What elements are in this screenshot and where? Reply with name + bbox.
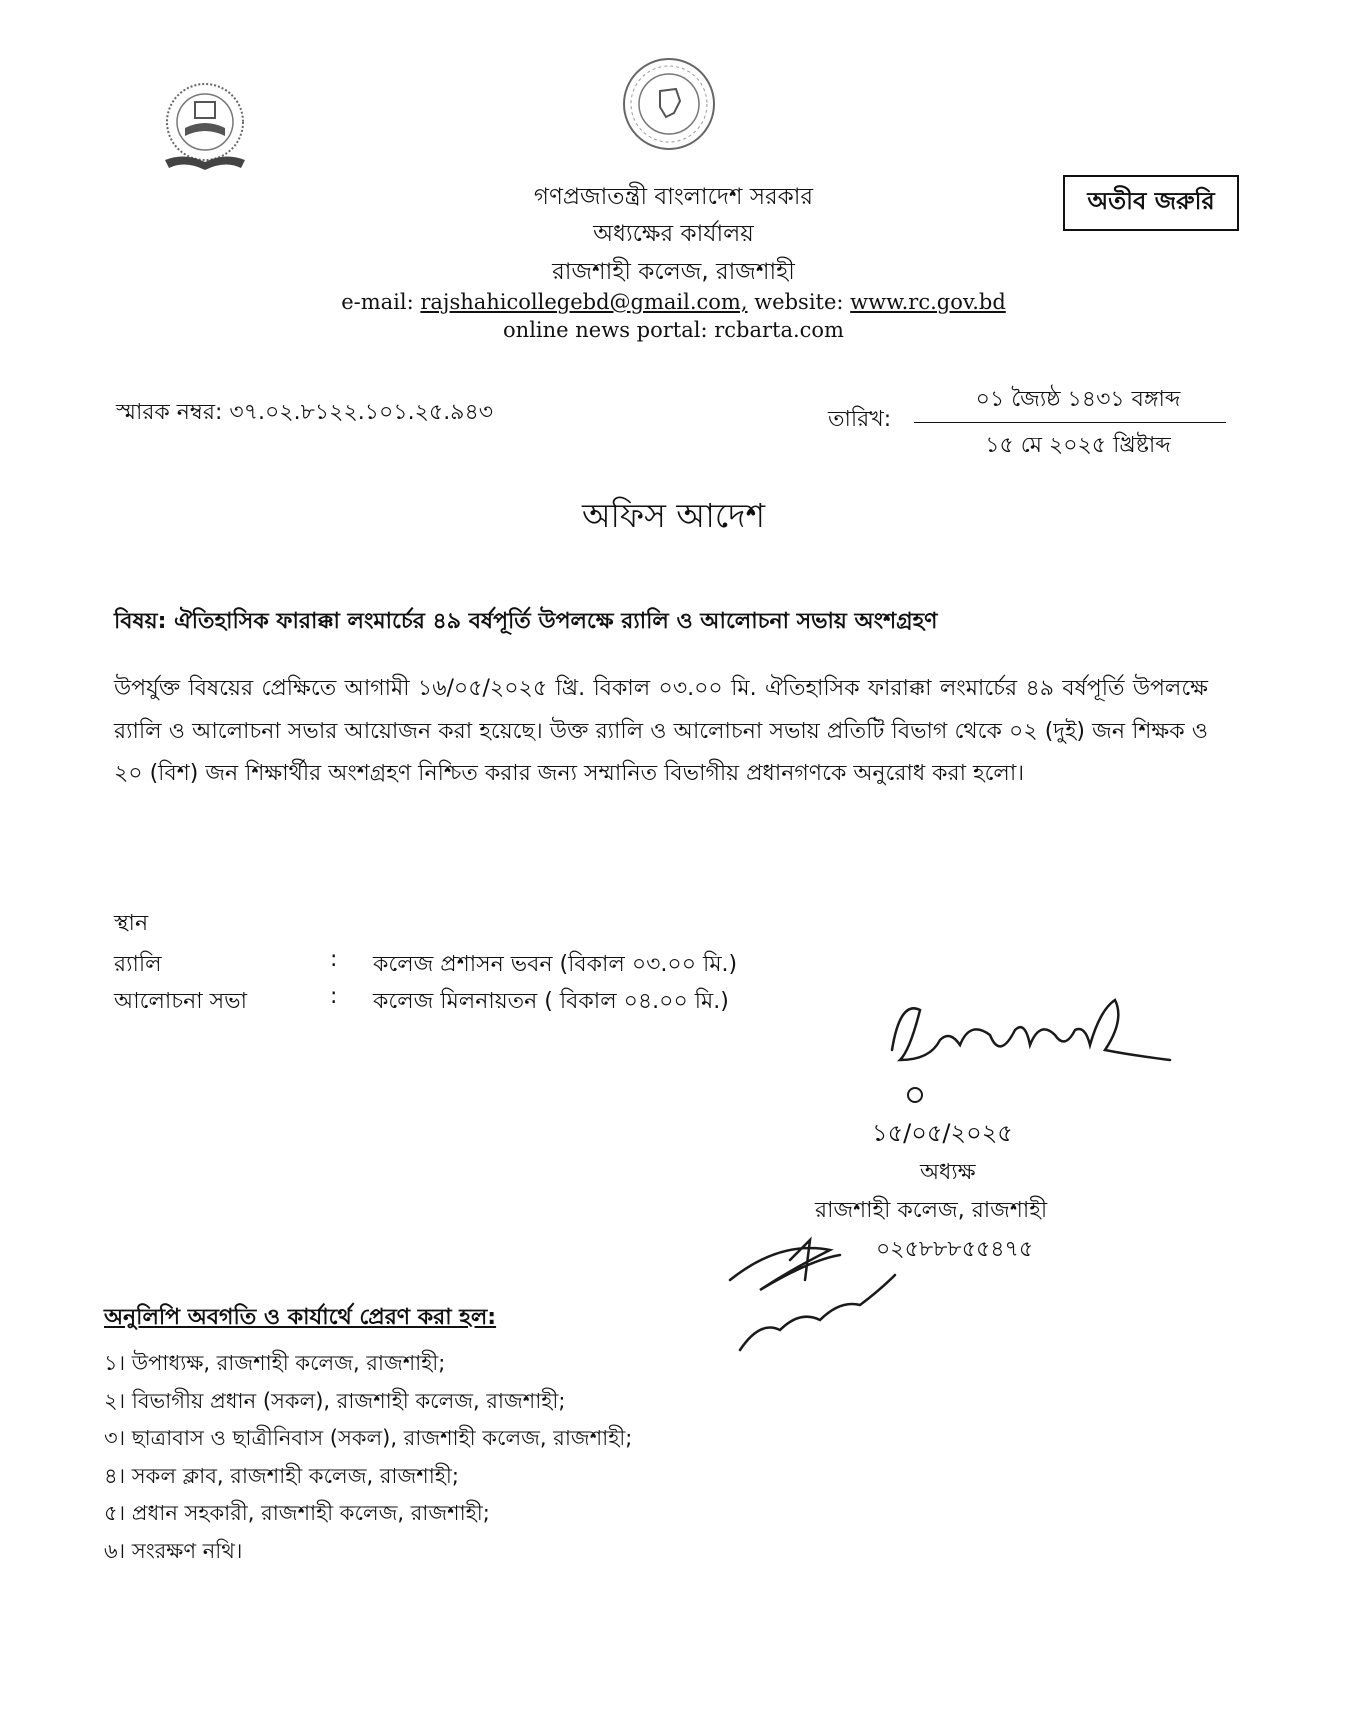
date-bangla: ০১ জ্যৈষ্ঠ ১৪৩১ বঙ্গাব্দ [975,387,1181,412]
email-link[interactable]: rajshahicollegebd@gmail.com, [420,290,748,314]
portal-label: online news portal: [503,318,708,342]
venue-heading: স্থান [114,911,149,936]
institution-name: রাজশাহী কলেজ, রাজশাহী [552,259,795,285]
portal-line [0,318,1347,342]
list-item: ১। উপাধ্যক্ষ, রাজশাহী কলেজ, রাজশাহী; [104,1351,446,1375]
venue-sep-discussion: : [330,984,338,1009]
signature-scribble-icon [880,990,1180,1110]
signatory-title: অধ্যক্ষ [920,1160,976,1185]
office-name: অধ্যক্ষের কার্যালয় [593,221,754,247]
memo-number: স্মারক নম্বর: ৩৭.০২.৮১২২.১০১.২৫.৯৪৩ [116,400,494,425]
venue-sep-rally: : [330,947,338,972]
government-seal-icon [620,55,718,153]
copies-list [104,1345,632,1570]
email-label: e-mail: [341,290,414,314]
signature-date: ১৫/০৫/২০২৫ [872,1119,1013,1147]
list-item: ৪। সকল ক্লাব, রাজশাহী কলেজ, রাজশাহী; [104,1463,459,1488]
list-item: ২। বিভাগীয় প্রধান (সকল), রাজশাহী কলেজ, রাজশাহী; [104,1388,566,1413]
urgent-label: অতীব জরুরি [1087,187,1215,215]
list-item: ৬। সংরক্ষণ নথি। [104,1538,243,1563]
website-label: website: [754,290,844,314]
venue-label-discussion: আলোচনা সভা [114,989,247,1014]
page-title: অফিস আদেশ [581,496,766,535]
date-gregorian: ১৫ মে ২০২৫ খ্রিষ্টাব্দ [985,433,1171,458]
contact-line [0,290,1347,314]
body-paragraph: উপর্যুক্ত বিষয়ের প্রেক্ষিতে আগামী ১৬/০৫/২০২৫ খ্রি. বিকাল ০৩.০০ মি. ঐতিহাসিক ফারাক্কা লংমার্চের ৪৯ বর্ষপূর্তি উপলক্ষে র‍্যালি ও আলোচনা সভার আয়োজন করা হয়েছে। উক্ত র‍্যালি ও আলোচনা সভায় প্রতিটি বিভাগ থেকে ০২ (দুই) জন শিক্ষক ও ২০ (বিশ) জন শিক্ষার্থীর অংশগ্রহণ নিশ্চিত করার জন্য সম্মানিত বিভাগীয় প্রধানগণকে অনুরোধ করা হলো। [114,676,1208,786]
list-item: ৩। ছাত্রাবাস ও ছাত্রীনিবাস (সকল), রাজশাহী কলেজ, রাজশাহী; [104,1426,633,1450]
venue-label-rally: র‍্যালি [114,952,162,977]
list-item: ৫। প্রধান সহকারী, রাজশাহী কলেজ, রাজশাহী; [104,1501,490,1525]
portal-link[interactable]: rcbarta.com [714,318,844,342]
signatory-phone: ০২৫৮৮৮৫৫৪৭৫ [876,1237,1034,1262]
venue-value-rally: কলেজ প্রশাসন ভবন (বিকাল ০৩.০০ মি.) [373,952,738,977]
date-label: তারিখ: [828,407,892,432]
date-divider [914,422,1226,423]
copies-heading: অনুলিপি অবগতি ও কার্যার্থে প্রেরণ করা হল: [104,1305,497,1330]
website-link[interactable]: www.rc.gov.bd [850,290,1006,314]
handwritten-initial-icon [720,1220,920,1360]
signatory-organization: রাজশাহী কলেজ, রাজশাহী [815,1198,1048,1223]
subject-line: বিষয়: ঐতিহাসিক ফারাক্কা লংমার্চের ৪৯ বর্ষপূর্তি উপলক্ষে র‍্যালি ও আলোচনা সভায় অংশগ্রহণ [114,609,938,634]
college-logo-icon [155,80,255,175]
venue-value-discussion: কলেজ মিলনায়তন ( বিকাল ০৪.০০ মি.) [373,989,729,1014]
government-name: গণপ্রজাতন্ত্রী বাংলাদেশ সরকার [533,184,814,210]
